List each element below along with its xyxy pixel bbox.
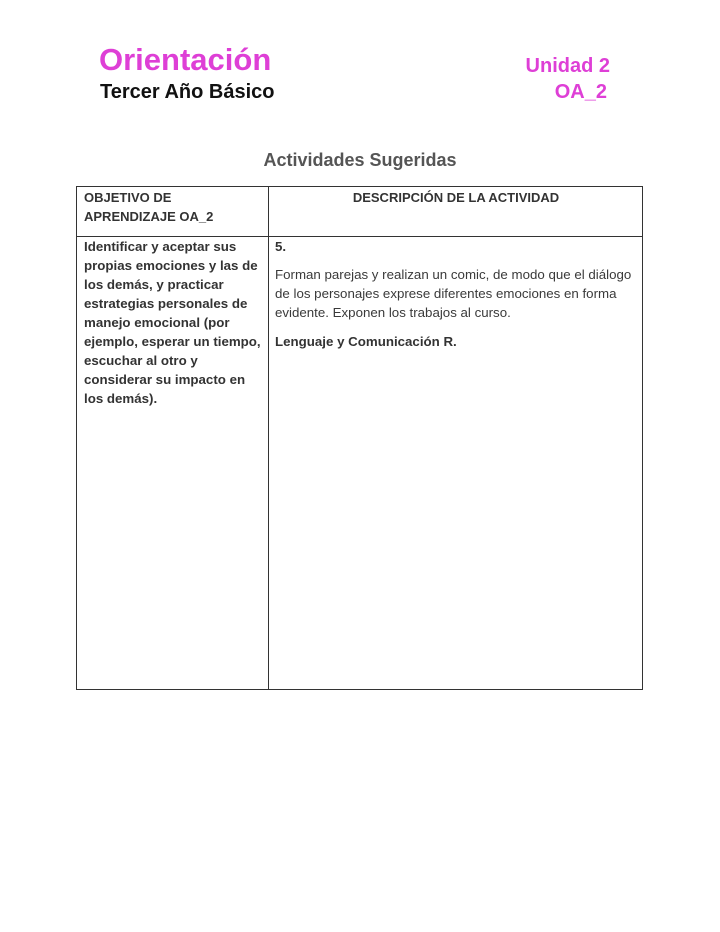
unit-label: Unidad 2 — [525, 55, 610, 77]
subject-title: Orientación — [99, 42, 272, 77]
description-cell — [275, 237, 636, 351]
column-header-description: DESCRIPCIÓN DE LA ACTIVIDAD — [352, 190, 560, 205]
grade-subtitle: Tercer Año Básico — [100, 81, 275, 103]
column-divider — [268, 187, 269, 689]
activity-number: 5. — [275, 239, 287, 254]
objective-code-label: OA_2 — [554, 81, 607, 103]
column-header-objective: OBJETIVO DE APRENDIZAJE OA_2 — [84, 190, 214, 224]
activity-subject: Lenguaje y Comunicación R. — [275, 334, 457, 349]
activity-description: Forman parejas y realizan un comic, de modo que el diálogo de los personajes exprese diferentes emociones en forma evidente. Exponen los trabajos al curso. — [275, 267, 632, 320]
objective-cell: Identificar y aceptar sus propias emociones y las de los demás, y practicar estrategias personales de manejo emocional (por ejemplo, esperar un tiempo, escuchar al otro y considerar su impacto en los demás). — [84, 239, 261, 406]
section-title: Actividades Sugeridas — [263, 150, 457, 170]
activities-table — [76, 186, 643, 690]
